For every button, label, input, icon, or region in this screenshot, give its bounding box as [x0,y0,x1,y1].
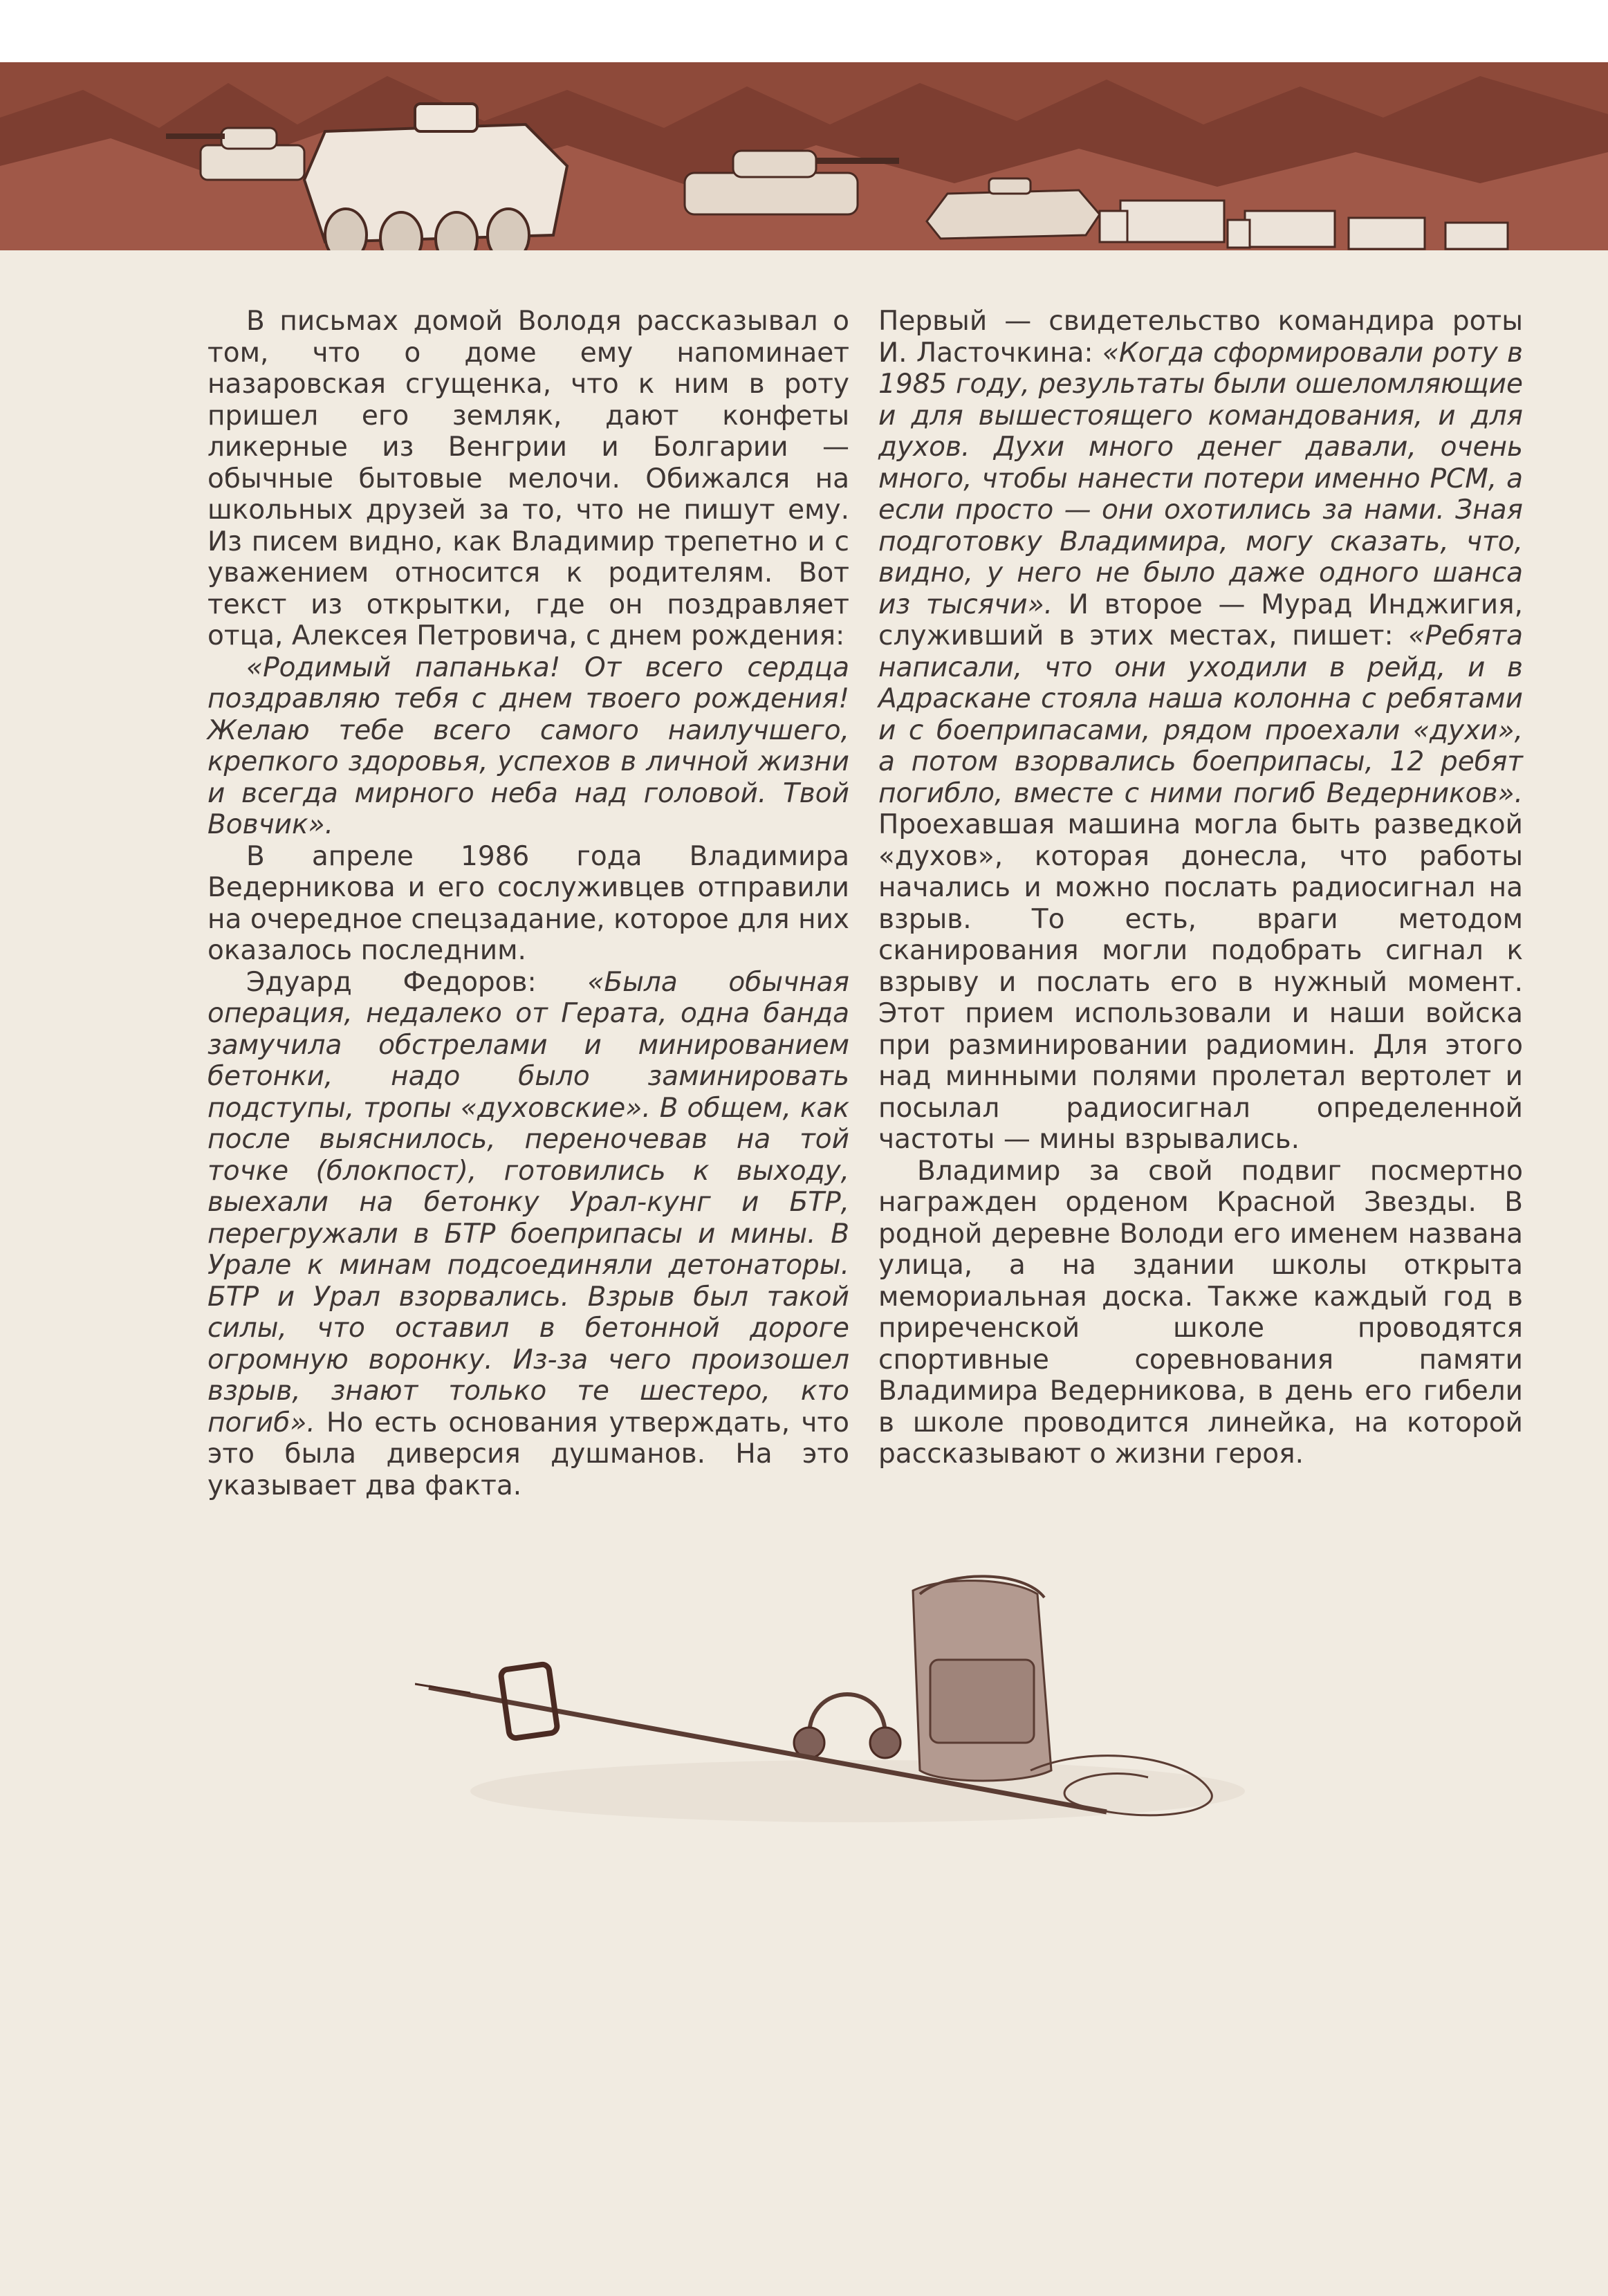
convoy-illustration [0,62,1608,250]
paragraph-memorial: Владимир за свой подвиг посмертно награжден орденом Красной Звезды. В родной деревне Володи его именем названа улица, а на здании школы открыта мемориальная доска. Также каждый год в приреченской школе проводятся спортивные соревнования памяти Владимира Ведерникова, в день его гибели в школе проводится линейка, на которой рассказывают о жизни героя. [878,1155,1523,1470]
backpack-icon [913,1576,1051,1781]
headphones-icon [794,1694,900,1758]
equipment-illustration [415,1563,1286,1853]
header-banner [0,62,1608,250]
paragraph-two-facts: Первый — свидетельство командира роты И. Ласточкина: «Когда сформировали роту в 1985 году, результаты были ошеломляющие и для вышестоящего командования, и для духов. Духи много денег давали, очень много, чтобы нанести потери именно РСМ, а если просто — они охотились за нами. Зная подготовку Владимира, могу сказать, что, видно, у него не было даже одного шанса из тысячи». И второе — Мурад Инджигия, служивший в этих местах, пишет: «Ребята написали, что они уходили в рейд, и в Адраскане стояла наша колонна с ребятами и с боеприпасами, рядом проехали «духи», а потом взорвались боеприпасы, 12 ребят погибло, вместе с ними погиб Ведерников». Проехавшая машина могла быть разведкой «духов», которая донесла, что работы начались и можно послать радиосигнал на взрыв. То есть, враги методом сканирования могли подобрать сигнал к взрыву и послать его в нужный момент. Этот прием использовали и наши войска при разминировании радиомин. Для этого над минными полями пролетал вертолет и посылал радиосигнал определенной частоты — мины взрывались. [878,306,1524,1155]
truck-vehicle-4 [1445,223,1508,249]
truck-vehicle-3 [1349,218,1425,249]
mine-detector-sketch [415,1563,1286,1853]
paragraph-postcard-quote: «Родимый папанька! От всего сердца поздравляю тебя с днем твоего рождения! Желаю тебе всего самого наилучшего, крепкого здоровья, успехов в личной жизни и всегда мирного неба над головой. Твой Вовчик». [207,651,849,840]
top-margin [0,0,1608,62]
left-text-column [207,306,849,1501]
right-text-column [878,306,1523,1470]
paragraph-fedorov: Эдуард Федоров: «Была обычная операция, недалеко от Герата, одна банда замучила обстрелами и минированием бетонки, надо было заминировать подступы, тропы «духовские». В общем, как после выяснилось, переночевав на той точке (блокпост), готовились к выходу, выехали на бетонку Урал-кунг и БТР, перегружали в БТР боеприпасы и мины. В Урале к минам подсоединяли детонаторы. БТР и Урал взорвались. Взрыв был такой силы, что оставил в бетонной дороге огромную воронку. Из-за чего произошел взрыв, знают только те шестеро, кто погиб». Но есть основания утверждать, что это была диверсия душманов. На это указывает два факта. [207,966,849,1501]
paragraph-april-1986: В апреле 1986 года Владимира Ведерникова и его сослуживцев отправили на очередное спецзадание, которое для них оказалось последним. [207,840,849,966]
paragraph-letters: В письмах домой Володя рассказывал о том, что о доме ему напоминает назаровская сгущенка, что к ним в роту пришел его земляк, дают конфеты ликерные из Венгрии и Болгарии — обычные бытовые мелочи. Обижался на школьных друзей за то, что не пишут ему. Из писем видно, как Владимир трепетно и с уважением относится к родителям. Вот текст из открытки, где он поздравляет отца, Алексея Петровича, с днем рождения: [207,306,849,651]
